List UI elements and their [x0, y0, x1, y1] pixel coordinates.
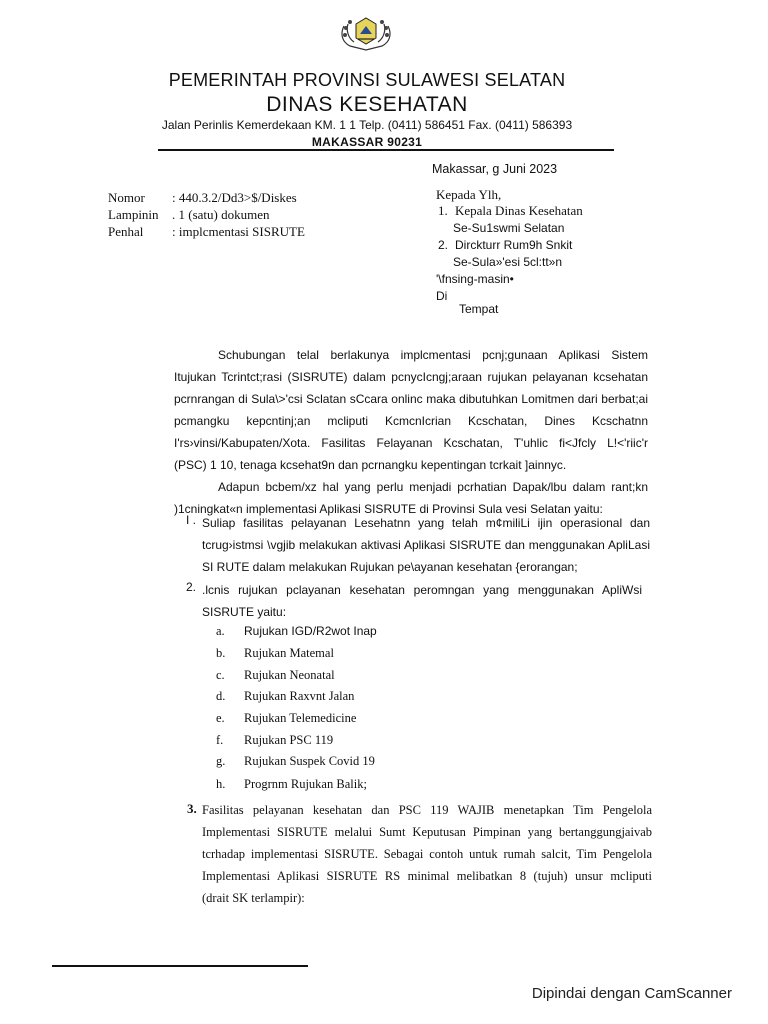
- body-line: SI RUTE dalam melakukan Rujukan pe\ayanan kesehatan {erorangan;: [202, 560, 578, 574]
- sub-list-text: Rujukan IGD/R2wot Inap: [244, 624, 377, 638]
- sub-list-text: Progrnm Rujukan Balik;: [244, 777, 367, 791]
- provincial-emblem-logo: [336, 12, 396, 52]
- body-line: )1cningkat«n implementasi Aplikasi SISRUTE di Provinsi Sula vesi Selatan yaitu:: [174, 502, 603, 516]
- letterhead-divider: [158, 149, 614, 151]
- recipient-item: '\fnsing-masin•: [436, 272, 514, 286]
- sub-list-item: [216, 646, 334, 661]
- letter-meta: [108, 189, 305, 240]
- meta-label: Lampinin: [108, 207, 159, 222]
- government-name: PEMERINTAH PROVINSI SULAWESI SELATAN: [168, 70, 566, 90]
- meta-row-lampiran: [108, 206, 305, 223]
- body-line: Fasilitas pelayanan kesehatan dan PSC 119 WAJIB menetapkan Tim Pengelola: [202, 803, 652, 817]
- list-item-1: [202, 513, 650, 579]
- city-postal: MAKASSAR 90231: [311, 135, 423, 149]
- body-line: (drait SK terlampir):: [202, 891, 305, 905]
- recipient-greeting: Kepada Ylh,: [436, 187, 502, 202]
- camscanner-watermark: Dipindai dengan CamScanner: [531, 985, 732, 1002]
- sub-list-text: Rujukan Neonatal: [244, 668, 335, 682]
- sub-list-letter: e.: [216, 711, 225, 725]
- recipient-subitem: Se-Sula»'esi 5cl:tt»n: [453, 255, 563, 269]
- address-line: Jalan Perinlis Kemerdekaan KM. 1 1 Telp. (0411) 586451 Fax. (0411) 586393: [161, 118, 573, 132]
- recipient-item: Dirckturr Rum9h Snkit: [455, 238, 573, 252]
- sub-list-text: Rujukan Telemedicine: [244, 711, 357, 725]
- recipient-item-number: 2.: [438, 238, 449, 252]
- list-item-3: [202, 800, 652, 910]
- meta-row-nomor: [108, 189, 305, 206]
- sub-list-text: Rujukan Suspek Covid 19: [244, 754, 375, 768]
- sub-list-item: [216, 777, 367, 792]
- sub-list-text: Rujukan PSC 119: [244, 733, 334, 747]
- sub-list-letter: c.: [216, 668, 225, 682]
- body-line: Suliap fasilitas pelayanan Lesehatnn yang telah m¢miliLi ijin operasional dan: [202, 516, 650, 530]
- body-line: Implementasi Aplikasi SISRUTE RS minimal melibatkan 8 (tujuh) unsur mcliputi: [202, 869, 652, 883]
- recipient-subitem: Se-Su1swmi Selatan: [453, 221, 565, 235]
- meta-row-perihal: [108, 223, 305, 240]
- body-line: (PSC) 1 10, tenaga kcsehat9n dan pcrnangku kepentingan tcrkait ]ainnyc.: [174, 458, 567, 472]
- meta-value: . 1 (satu) dokumen: [172, 207, 270, 222]
- body-line: tcrhadap implementasi SISRUTE. Sebagai contoh untuk rumah salcit, Tim Pengelola: [202, 847, 652, 861]
- body-line: SISRUTE yaitu:: [202, 605, 287, 619]
- recipient-place: Tempat: [459, 302, 499, 316]
- sub-list-text: Rujukan Matemal: [244, 646, 334, 660]
- sub-list-item: [216, 711, 356, 726]
- list-item-number: 3.: [187, 801, 197, 816]
- sub-list-text: Rujukan Raxvnt Jalan: [244, 689, 355, 703]
- list-item-number: 2.: [186, 580, 197, 594]
- list-item-2: [202, 580, 642, 624]
- sub-list-item: [216, 733, 333, 748]
- body-line: .lcnis rujukan pclayanan kesehatan peromngan yang menggunakan ApliWsi: [202, 583, 642, 597]
- body-line: pcrnrangan di Sula\>'csi Sclatan sCcara onlinc maka dibutuhkan Lomitmen dari berbat;ai: [174, 392, 648, 406]
- recipient-item-number: 1.: [438, 203, 448, 218]
- body-line: Itujukan Tcrintct;rasi (SISRUTE) dalam pcnycIcngj;araan rujukan pelayanan kcsehatan: [174, 370, 648, 384]
- sub-list-item: [216, 689, 354, 704]
- meta-value: : implcmentasi SISRUTE: [172, 224, 305, 239]
- letter-date: Makassar, g Juni 2023: [432, 162, 558, 176]
- body-line: I'rs›vinsi/Kabupaten/Xota. Fasilitas Felayanan Kcschatan, T'uhlic fi<Jfcly L!<'riic'r: [174, 436, 648, 450]
- recipient-di: Di: [436, 289, 448, 303]
- sub-list-letter: a.: [216, 624, 225, 638]
- meta-label: Nomor: [108, 190, 145, 205]
- sub-list-letter: h.: [216, 777, 226, 791]
- body-line: Implementasi SISRUTE melalui Sumt Keputusan Pimpinan yang bertanggungjaivab: [202, 825, 652, 839]
- list-item-number: I .: [186, 513, 197, 527]
- body-paragraph-1: [174, 344, 648, 476]
- department-name: DINAS KESEHATAN: [266, 93, 468, 116]
- body-line: tcrug›istmsi \vgjib melakukan aktivasi Aplikasi SISRUTE dan menggunakan ApliLasi: [202, 538, 650, 552]
- recipient-item: Kepala Dinas Kesehatan: [455, 203, 583, 218]
- sub-list-item: [216, 668, 335, 683]
- meta-label: Penhal: [108, 224, 144, 239]
- body-line: pcmangku kepcntinj;an mcliputi KcmcnIcrian Kcschatan, Dines Kcschatnn: [174, 414, 648, 428]
- sub-list-item: [216, 624, 377, 639]
- meta-value: : 440.3.2/Dd3>$/Diskes: [172, 190, 297, 205]
- footnote-divider: [52, 965, 308, 967]
- body-line: Adapun bcbem/xz hal yang perlu menjadi pcrhatian Dapak/lbu dalam rant;kn: [218, 480, 648, 494]
- sub-list-letter: d.: [216, 689, 226, 703]
- sub-list-item: [216, 754, 375, 769]
- sub-list-letter: f.: [216, 733, 224, 747]
- sub-list-letter: g.: [216, 754, 226, 768]
- sub-list-letter: b.: [216, 646, 226, 660]
- body-line: Schubungan telal berlakunya implcmentasi pcnj;gunaan Aplikasi Sistem: [218, 348, 648, 362]
